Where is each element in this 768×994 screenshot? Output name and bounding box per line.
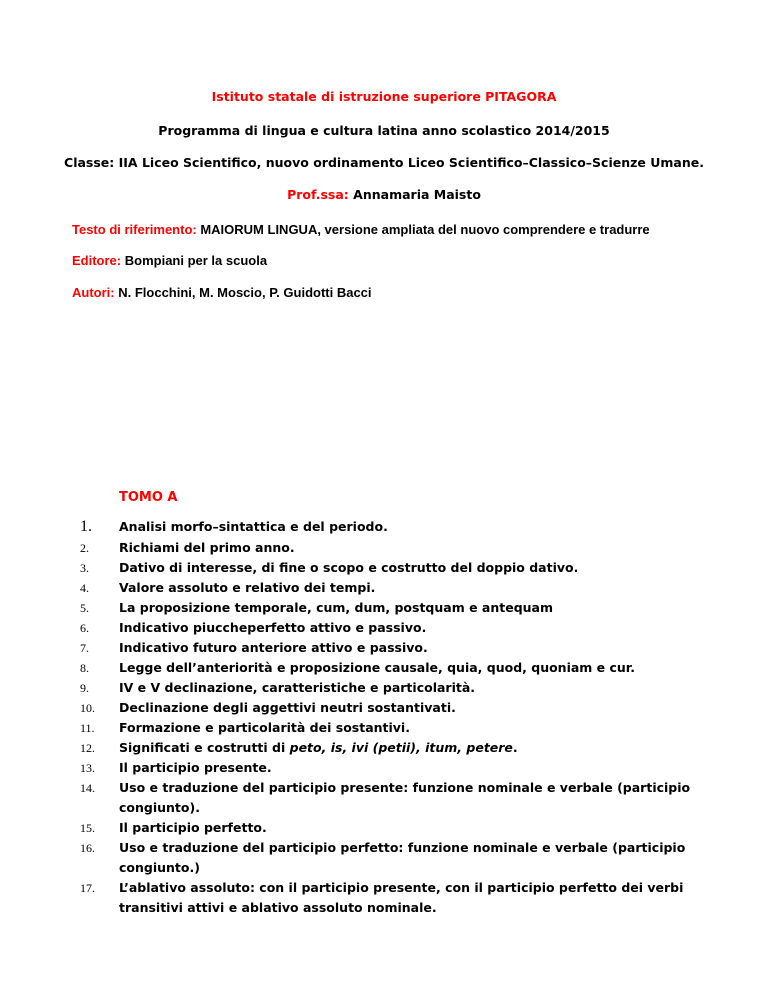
- topic-list: [80, 517, 720, 918]
- section-title: TOMO A: [119, 490, 178, 505]
- reference-text-value: MAIORUM LINGUA, versione ampliata del nuovo comprendere e tradurre: [200, 222, 650, 237]
- item-text: Uso e traduzione del participio presente: funzione nominale e verbale (participio congiunto).: [119, 780, 691, 815]
- class-line: Classe: IIA Liceo Scientifico, nuovo ordinamento Liceo Scientifico–Classico–Scienze Umane.: [64, 155, 704, 170]
- item-text: Valore assoluto e relativo dei tempi.: [119, 580, 376, 595]
- publisher-value: Bompiani per la scuola: [124, 253, 268, 268]
- item-text: Uso e traduzione del participio perfetto: funzione nominale e verbale (participio congiunto.): [119, 840, 686, 875]
- item-text: Richiami del primo anno.: [119, 540, 295, 555]
- item-number: 13.: [80, 761, 95, 775]
- item-text: Significati e costrutti di: [119, 740, 290, 755]
- list-item: [80, 658, 720, 678]
- item-number: 15.: [80, 821, 95, 835]
- list-item: [80, 517, 720, 537]
- item-number: 2.: [80, 541, 89, 555]
- publisher-label: Editore:: [72, 253, 122, 268]
- item-number: 7.: [80, 641, 89, 655]
- item-number: 9.: [80, 681, 89, 695]
- item-text: La proposizione temporale, cum, dum, postquam e antequam: [119, 600, 554, 615]
- item-text: Il participio presente.: [119, 760, 272, 775]
- item-text: Legge dell’anteriorità e proposizione causale, quia, quod, quoniam e cur.: [119, 660, 635, 675]
- list-item: [80, 738, 720, 758]
- program-heading: Programma di lingua e cultura latina anno scolastico 2014/2015: [158, 123, 610, 138]
- item-text: Declinazione degli aggettivi neutri sostantivati.: [119, 700, 456, 715]
- list-item: [80, 718, 720, 738]
- list-item: [80, 578, 720, 598]
- list-item: [80, 878, 720, 918]
- list-item: [80, 618, 720, 638]
- item-number: 17.: [80, 881, 95, 895]
- item-number: 5.: [80, 601, 89, 615]
- item-text-suffix: .: [512, 740, 518, 755]
- item-text: Formazione e particolarità dei sostantivi.: [119, 720, 410, 735]
- list-item: [80, 538, 720, 558]
- list-item: [80, 598, 720, 618]
- authors-line: [72, 285, 372, 300]
- item-number: 10.: [80, 701, 95, 715]
- item-text: Indicativo futuro anteriore attivo e passivo.: [119, 640, 428, 655]
- teacher-label: Prof.ssa:: [287, 187, 349, 202]
- list-item: [80, 698, 720, 718]
- list-item: [80, 818, 720, 838]
- institute-heading: Istituto statale di istruzione superiore PITAGORA: [211, 89, 557, 104]
- list-item: [80, 838, 720, 878]
- item-number: 16.: [80, 841, 95, 855]
- item-text: Dativo di interesse, di fine o scopo e costrutto del doppio dativo.: [119, 560, 579, 575]
- list-item: [80, 678, 720, 698]
- list-item: [80, 778, 720, 818]
- item-number: 6.: [80, 621, 89, 635]
- list-item: [80, 758, 720, 778]
- authors-value: N. Flocchini, M. Moscio, P. Guidotti Bacci: [118, 285, 372, 300]
- item-number: 11.: [80, 721, 95, 735]
- item-number: 1.: [80, 518, 92, 535]
- authors-label: Autori:: [72, 285, 115, 300]
- item-number: 14.: [80, 781, 95, 795]
- item-text: Il participio perfetto.: [119, 820, 267, 835]
- list-item: [80, 638, 720, 658]
- item-number: 4.: [80, 581, 89, 595]
- list-item: [80, 558, 720, 578]
- reference-text-line: [72, 222, 650, 237]
- teacher-name: Annamaria Maisto: [353, 187, 481, 202]
- teacher-line: [0, 187, 768, 202]
- item-number: 12.: [80, 741, 95, 755]
- item-text: L’ablativo assoluto: con il participio presente, con il participio perfetto dei verbi transitivi attivi e ablativo assoluto nominale.: [119, 880, 684, 915]
- item-text-italic: peto, is, ivi (petii), itum, petere: [289, 740, 513, 755]
- item-text: Analisi morfo–sintattica e del periodo.: [119, 519, 388, 534]
- item-number: 8.: [80, 661, 89, 675]
- item-text: Indicativo piuccheperfetto attivo e passivo.: [119, 620, 427, 635]
- item-number: 3.: [80, 561, 89, 575]
- reference-text-label: Testo di riferimento:: [72, 222, 197, 237]
- publisher-line: [72, 253, 267, 268]
- item-text: IV e V declinazione, caratteristiche e particolarità.: [119, 680, 476, 695]
